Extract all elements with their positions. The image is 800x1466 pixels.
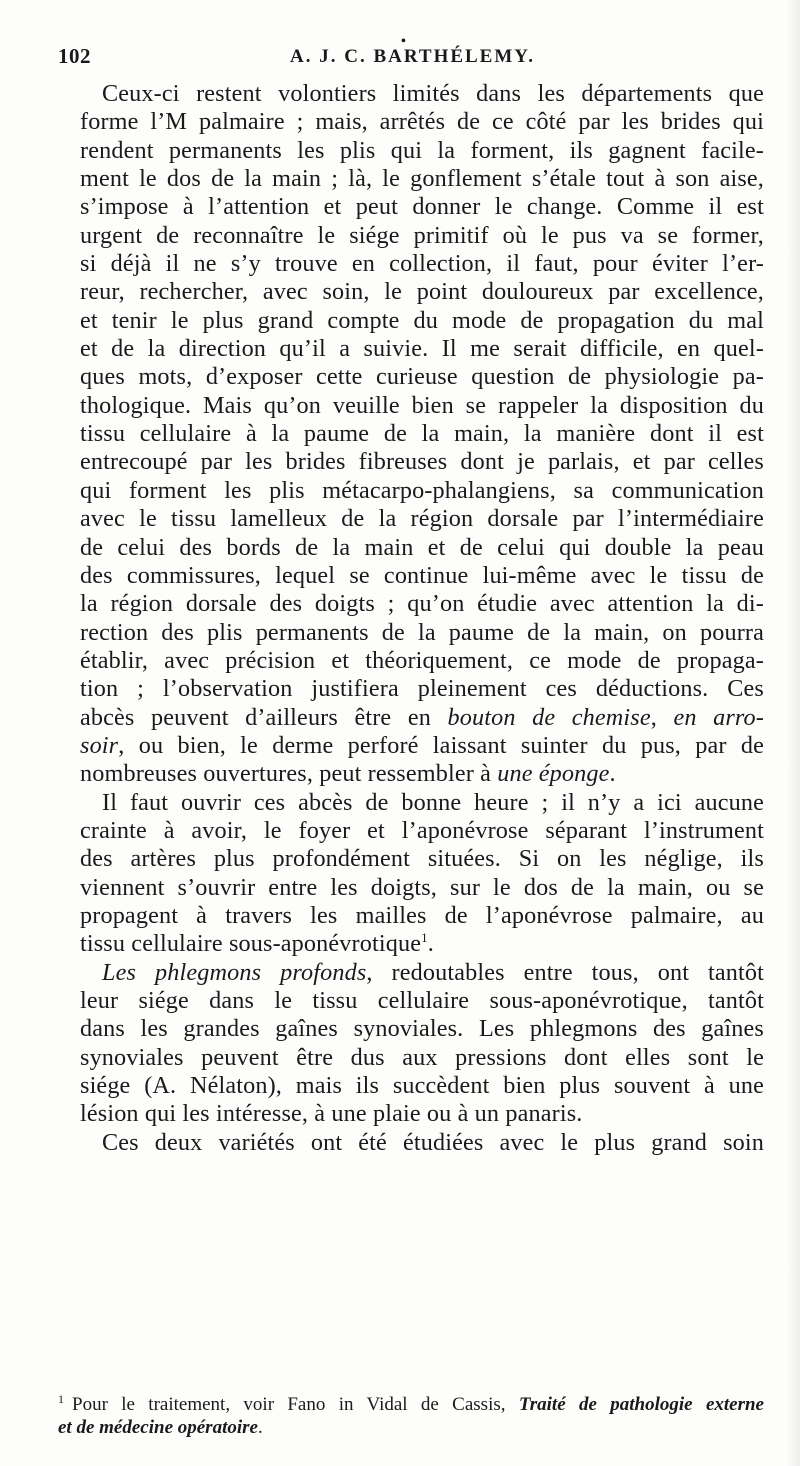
text-run: , bbox=[650, 703, 657, 731]
page-edge-shadow bbox=[786, 0, 800, 1466]
footnote-line bbox=[58, 1416, 764, 1439]
text-line: entrecoupé par les brides fibreuses dont je parlais, et par celles bbox=[80, 448, 764, 476]
text-line: tion ; l’observation justifiera pleinement ces déductions. Ces bbox=[80, 675, 764, 703]
text-line: leur siége dans le tissu cellulaire sous-aponévrotique, tantôt bbox=[80, 987, 764, 1014]
text-line: dans les grandes gaînes synoviales. Les phlegmons des gaînes bbox=[80, 1015, 764, 1043]
text-line bbox=[58, 959, 764, 987]
text-line: la région dorsale des doigts ; qu’on étudie avec attention la di- bbox=[80, 590, 764, 618]
text-line: des commissures, lequel se continue lui-même avec le tissu de bbox=[80, 561, 764, 589]
text-run: nombreuses ouvertures, peut ressembler à bbox=[80, 760, 492, 788]
text-line: siége (A. Nélaton), mais ils succèdent bien plus souvent à une bbox=[80, 1072, 764, 1100]
text-line: viennent s’ouvrir entre les doigts, sur le dos de la main, ou se bbox=[80, 873, 764, 901]
page-number: 102 bbox=[58, 44, 91, 68]
text-line: si déjà il ne s’y trouve en collection, il faut, pour éviter l’er- bbox=[80, 250, 764, 278]
text-line: et de la direction qu’il a suivie. Il me serait difficile, en quel- bbox=[80, 335, 764, 363]
footnote-book-title: et de médecine opératoire bbox=[58, 1417, 258, 1438]
italic-phrase: bouton de chemise bbox=[447, 703, 651, 731]
text-line bbox=[58, 760, 764, 788]
italic-phrase: en arro- bbox=[673, 703, 764, 731]
italic-phrase: soir bbox=[80, 731, 119, 759]
text-run: . bbox=[609, 760, 616, 788]
text-line: lésion qui les intéresse, à une plaie ou à un panaris. bbox=[80, 1100, 583, 1128]
italic-phrase: une éponge bbox=[497, 760, 610, 788]
header-dot: • bbox=[401, 34, 406, 49]
paragraph-2 bbox=[58, 789, 764, 959]
text-run: , redoutables entre tous, ont tantôt bbox=[366, 958, 764, 986]
text-line: établir, avec précision et théoriquement, ce mode de propaga- bbox=[80, 646, 764, 674]
text-line: Ces deux variétés ont été étudiées avec le plus grand soin bbox=[102, 1128, 764, 1156]
footnote-book-title: Traité de pathologie externe bbox=[518, 1394, 764, 1415]
text-line: forme l’M palmaire ; mais, arrêtés de ce côté par les brides qui bbox=[80, 108, 764, 136]
text-line bbox=[58, 930, 764, 958]
text-line: ques mots, d’exposer cette curieuse question de physiologie pa- bbox=[80, 363, 764, 391]
text-line: Ceux-ci restent volontiers limités dans les départements que bbox=[102, 80, 764, 107]
italic-phrase: Les phlegmons profonds bbox=[102, 958, 367, 986]
text-run: tissu cellulaire sous-aponévrotique bbox=[80, 930, 422, 958]
text-line: qui forment les plis métacarpo-phalangiens, sa communication bbox=[80, 476, 764, 504]
text-line: propagent à travers les mailles de l’aponévrose palmaire, au bbox=[80, 901, 764, 929]
text-line: et tenir le plus grand compte du mode de propagation du mal bbox=[80, 306, 764, 334]
text-run: , ou bien, le derme perforé laissant suinter du pus, par de bbox=[118, 731, 764, 759]
running-head: A. J. C. BARTHÉLEMY. bbox=[290, 46, 536, 67]
paragraph-4 bbox=[58, 1129, 764, 1157]
text-line: thologique. Mais qu’on veuille bien se rappeler la disposition du bbox=[80, 391, 764, 419]
page-header bbox=[58, 34, 758, 74]
paragraph-1 bbox=[58, 80, 764, 789]
footnote-mark: 1 bbox=[58, 1393, 64, 1406]
footnote bbox=[58, 1393, 764, 1439]
text-line: s’impose à l’attention et peut donner le change. Comme il est bbox=[80, 193, 764, 221]
text-run: . bbox=[427, 930, 434, 958]
body-text bbox=[58, 80, 764, 1157]
footnote-text: . bbox=[257, 1417, 263, 1438]
text-line: reur, rechercher, avec soin, le point douloureux par excellence, bbox=[80, 278, 764, 306]
text-line: urgent de reconnaître le siége primitif où le pus va se former, bbox=[80, 221, 764, 249]
text-line: des artères plus profondément situées. Si on les néglige, ils bbox=[80, 845, 764, 873]
footnote-line bbox=[58, 1393, 764, 1416]
text-line bbox=[58, 732, 764, 760]
text-line: synoviales peuvent être dus aux pressions dont elles sont le bbox=[80, 1043, 764, 1071]
text-line: tissu cellulaire à la paume de la main, la manière dont il est bbox=[80, 420, 764, 448]
text-line: crainte à avoir, le foyer et l’aponévrose séparant l’instrument bbox=[80, 816, 764, 844]
text-line: de celui des bords de la main et de celui qui double la peau bbox=[80, 533, 764, 561]
text-line: Il faut ouvrir ces abcès de bonne heure ; il n’y a ici aucune bbox=[102, 788, 764, 816]
text-line: rection des plis permanents de la paume de la main, on pourra bbox=[80, 618, 764, 646]
text-line bbox=[58, 704, 764, 732]
footnote-text: Pour le traitement, voir Fano in Vidal de Cassis, bbox=[72, 1394, 506, 1415]
paragraph-3 bbox=[58, 959, 764, 1129]
text-line: avec le tissu lamelleux de la région dorsale par l’intermédiaire bbox=[80, 505, 764, 533]
text-line: ment le dos de la main ; là, le gonflement s’étale tout à son aise, bbox=[80, 165, 764, 193]
text-line: rendent permanents les plis qui la forment, ils gagnent facile- bbox=[80, 136, 764, 164]
text-run: abcès peuvent d’ailleurs être en bbox=[80, 703, 431, 731]
footnote-reference[interactable]: 1 bbox=[421, 930, 428, 946]
